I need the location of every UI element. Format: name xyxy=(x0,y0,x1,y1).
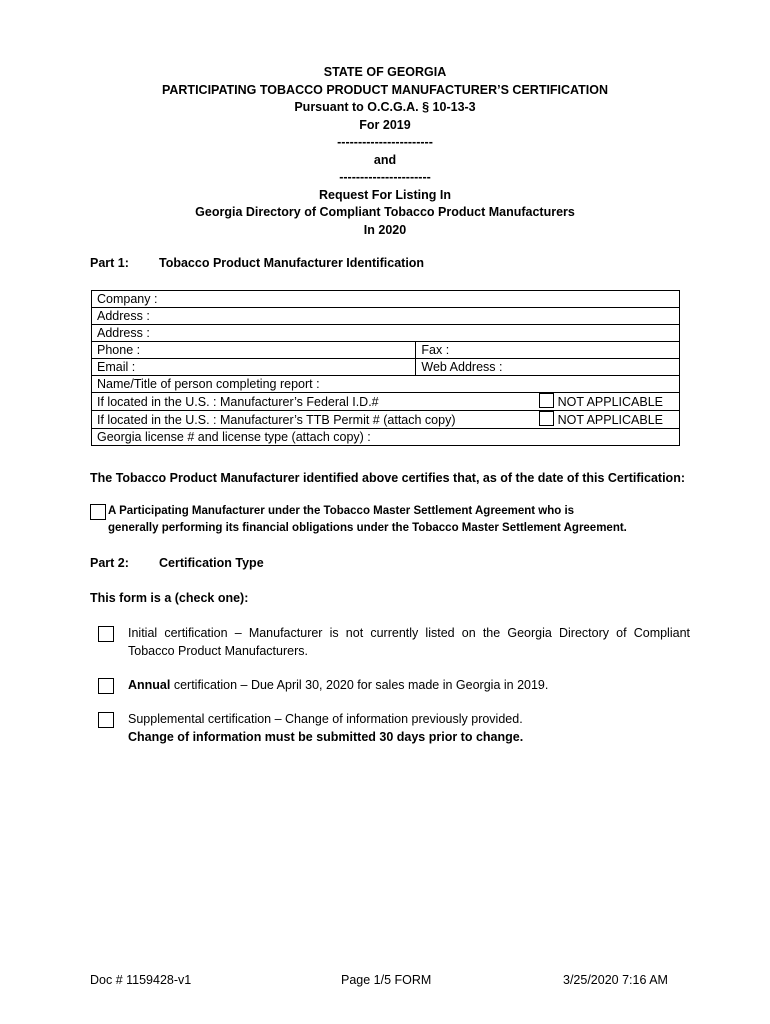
annual-label: Annual xyxy=(128,678,171,692)
certification-title: PARTICIPATING TOBACCO PRODUCT MANUFACTURER’S CERTIFICATION xyxy=(161,82,609,97)
annual-certification-checkbox[interactable] xyxy=(98,678,114,694)
part2-number: Part 2: xyxy=(90,556,129,570)
listing-request-title: Request For Listing In xyxy=(319,187,451,202)
statute-reference: Pursuant to O.C.G.A. § 10-13-3 xyxy=(294,100,476,114)
part2-heading xyxy=(90,556,264,570)
not-applicable-label: NOT APPLICABLE xyxy=(557,395,664,409)
table-row xyxy=(92,393,680,411)
document-header xyxy=(0,64,770,239)
annual-certification-text xyxy=(128,677,690,695)
table-row xyxy=(92,291,680,308)
initial-certification-checkbox[interactable] xyxy=(98,626,114,642)
participating-manufacturer-text-2: generally performing its financial obligations under the Tobacco Master Settlement Agreement. xyxy=(108,522,627,534)
part1-number: Part 1: xyxy=(90,256,129,270)
directory-title: Georgia Directory of Compliant Tobacco Product Manufacturers xyxy=(195,205,575,219)
not-applicable-label: NOT APPLICABLE xyxy=(557,413,664,427)
table-row xyxy=(92,376,680,393)
phone-field[interactable]: Phone : xyxy=(92,342,416,359)
table-row xyxy=(92,308,680,325)
ttb-permit-field[interactable]: If located in the U.S. : Manufacturer’s TTB Permit # (attach copy) xyxy=(92,411,539,429)
supplemental-certification-checkbox[interactable] xyxy=(98,712,114,728)
footer-page-number: Page 1/5 FORM xyxy=(341,973,432,987)
footer-date: 3/25/2020 7:16 AM xyxy=(563,973,668,987)
name-title-field[interactable]: Name/Title of person completing report : xyxy=(92,376,680,393)
table-row xyxy=(92,411,680,429)
email-field[interactable]: Email : xyxy=(92,359,416,376)
part1-heading xyxy=(90,256,424,270)
form-type-prompt: This form is a (check one): xyxy=(90,591,249,605)
certification-statement: The Tobacco Product Manufacturer identified above certifies that, as of the date of this Certification: xyxy=(90,471,685,485)
not-applicable-checkbox[interactable] xyxy=(539,393,554,408)
table-row xyxy=(92,359,680,376)
supplemental-description: Supplemental certification – Change of information previously provided. xyxy=(128,712,523,726)
certification-year: For 2019 xyxy=(359,117,411,132)
web-address-field[interactable]: Web Address : xyxy=(416,359,680,376)
address-field-2[interactable]: Address : xyxy=(92,325,680,342)
state-title: STATE OF GEORGIA xyxy=(323,65,447,79)
part1-title: Tobacco Product Manufacturer Identification xyxy=(159,256,425,270)
company-field[interactable]: Company : xyxy=(92,291,680,308)
supplemental-note: Change of information must be submitted 30 days prior to change. xyxy=(128,729,524,744)
participating-manufacturer-text-1: A Participating Manufacturer under the Tobacco Master Settlement Agreement who is xyxy=(108,505,575,517)
footer-doc-number: Doc # 1159428-v1 xyxy=(90,973,192,987)
ttb-permit-not-applicable xyxy=(539,411,680,429)
federal-id-field[interactable]: If located in the U.S. : Manufacturer’s Federal I.D.# xyxy=(92,393,539,411)
georgia-license-field[interactable]: Georgia license # and license type (attach copy) : xyxy=(92,429,680,446)
supplemental-certification-text xyxy=(128,711,690,746)
part2-title: Certification Type xyxy=(159,556,264,570)
header-divider: ----------------------- xyxy=(337,135,433,149)
header-divider: ---------------------- xyxy=(339,170,431,184)
header-and: and xyxy=(373,152,397,167)
table-row xyxy=(92,429,680,446)
table-row xyxy=(92,342,680,359)
manufacturer-identification-table xyxy=(91,290,680,446)
listing-year: In 2020 xyxy=(363,222,407,237)
fax-field[interactable]: Fax : xyxy=(416,342,680,359)
table-row xyxy=(92,325,680,342)
address-field-1[interactable]: Address : xyxy=(92,308,680,325)
participating-manufacturer-checkbox[interactable] xyxy=(90,504,106,520)
federal-id-not-applicable xyxy=(539,393,680,411)
annual-description: certification – Due April 30, 2020 for sales made in Georgia in 2019. xyxy=(170,678,549,692)
initial-certification-text: Initial certification – Manufacturer is not currently listed on the Georgia Directory of Compliant Tobacco Product Manufacturers. xyxy=(128,626,690,658)
not-applicable-checkbox[interactable] xyxy=(539,411,554,426)
